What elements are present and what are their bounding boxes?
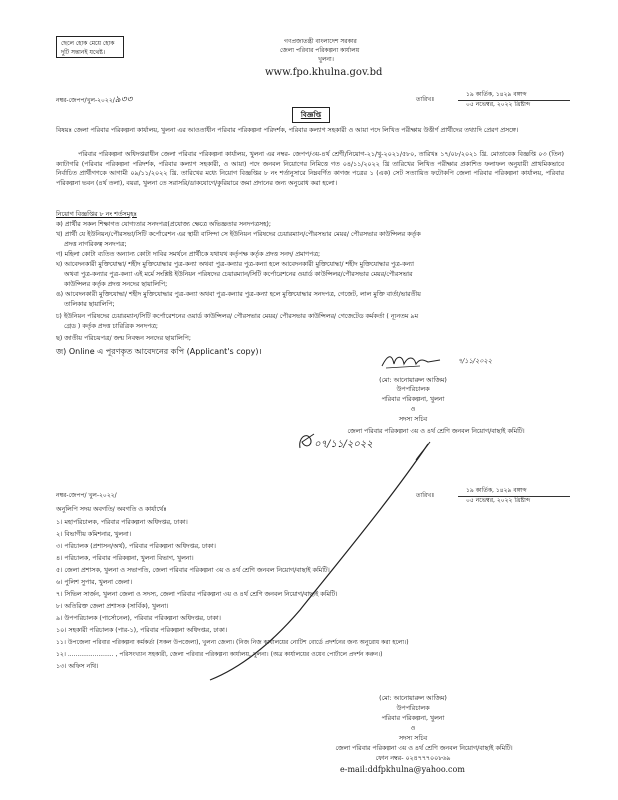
contact-email[interactable]: e-mail:ddfpkhulna@yahoo.com (340, 765, 465, 774)
memo-date-en: ০৫ নভেম্বর, ২০২২ খ্রিষ্টাব্দ (458, 100, 570, 109)
condition-item: ঘ) আবেদনকারী মুক্তিযোদ্ধা/ শহীদ মুক্তিযোদ্ধার পুত্র-কন্যা অথবা পুত্র-কন্যার পুত্র-কন্যা হলে আবেদনকারী মুক্তিযোদ্ধা/ শহীদ মুক্তিযোদ্ধার পুত্র-কন্যা (56, 261, 414, 268)
slogan-box (56, 36, 124, 58)
condition-item: গ) মহিলা কোটা ব্যতিত অন্যান্য কোটা দাবির সমর্থনে প্রার্থীকে যথাযথ কর্তৃপক্ষ কর্তৃক প্রদত্ত সনদ/ প্রমাণপত্র; (56, 251, 321, 258)
body-paragraph: পরিবার পরিকল্পনা অধিদপ্তরাধীন জেলা পরিবার পরিকল্পনা কার্যালয়, খুলনা এর নম্বর- জেপপ/৩য়-৪র্থ শ্রেণী/নিয়োগ-২১/খু-২০২১/৫৮০, তারিখঃ ১৭/০৮/২০২১ খ্রি. মোতাবেক বিজ্ঞপ্তি ০৩ (তিন) ক্যাটাগরি (পরিবার পরিকল্পনা পরিদর্শক, পরিবার কল্যাণ সহকারী, ও আয়া) পদে জনবল নিয়োগের নিমিত্তে গত ০৪/১১/২০২২ খ্রি তারিখের লিখিত পরীক্ষার প্রকাশিত ফলাফল অনুযায়ী প্রাথমিকভাবে নির্বাচিত প্রার্থীগণকে আগামী ০৯/১১/২০২২ খ্রি. তারিখের মধ্যে নিয়োগ বিজ্ঞপ্তির ৮ নং শর্তানুসারে নিম্নবর্ণিত কাগজ পত্রের ১ (এক) সেট সত্যায়িত ফটোকপি জেলা পরিবার পরিকল্পনা কার্যালয়, পরিবার পরিকল্পনা ভবন (৪র্থ তলা), বয়রা, খুলনা তে সরাসরি/ডাকযোগে/কুরিয়ারে জমা প্রদানের জন্য অনুরোধ করা হলো। (56, 151, 564, 187)
condition-item: তালিকার ছায়ালিপি; (64, 301, 115, 308)
signature-scribble-1 (380, 350, 460, 372)
handwritten-date: ০৭/১১/২০২২ (314, 439, 373, 450)
condition-item: ছ) জাতীয় পরিচয়পত্র/ জন্ম নিবন্ধন সনদের ছায়ালিপি; (56, 335, 191, 342)
signer-2-office: পরিবার পরিকল্পনা, খুলনা (381, 715, 445, 722)
condition-item: জ) Online এ পূরণকৃত আবেদনের কপি (Applicant's copy)। (56, 347, 262, 356)
distribution-item: ৭। সিভিল সার্জন, খুলনা জেলা ও সদস্য, জেলা পরিবার পরিকল্পনা ৩য় ও ৪র্থ শ্রেণি জনবল নিয়োগ/বাছাই কমিটি। (56, 591, 338, 598)
signer-1-committee: জেলা পরিবার পরিকল্পনা ৩য় ও ৪র্থ শ্রেণি জনবল নিয়োগ/বাছাই কমিটি। (347, 428, 525, 435)
condition-item: চ) ইউনিয়ন পরিষদের চেয়ারম্যান/সিটি কর্পোরেশনের ওয়ার্ড কাউন্সিলর/ পৌরসভার মেয়র/ পৌরসভার কাউন্সিলর/ গেজেটেড কর্মকর্তা ( ন্যূনতম ৯ম (56, 313, 418, 320)
memo-2-number: নম্বর-জেপপ/ খুল-২০২২/ (56, 492, 117, 499)
govt-name: গণপ্রজাতন্ত্রী বাংলাদেশ সরকার (284, 38, 357, 45)
signature-1-date: ৭/১১/২০২২ (458, 357, 492, 365)
memo-2-date-en: ০৫ নভেম্বর, ২০২২ খ্রিষ্টাব্দ (458, 496, 570, 505)
signer-2-and: ও (410, 725, 416, 732)
signer-1-office: পরিবার পরিকল্পনা, খুলনা (381, 396, 445, 403)
distribution-item: ৮। অতিরিক্ত জেলা প্রশাসক (সার্বিক), খুলনা। (56, 603, 169, 610)
signer-1-designation: উপপরিচালক (396, 386, 430, 393)
condition-item: প্রদত্ত নাগরিকত্ব সনদপত্র; (64, 241, 127, 248)
distribution-item: ১০। সহকারী পরিচালক (পার-১), পরিবার পরিকল্পনা অধিদপ্তর, ঢাকা। (56, 627, 228, 634)
condition-item: গ্রেড ) কর্তৃক প্রদত্ত চারিত্রিক সনদপত্র; (64, 323, 158, 330)
signer-2-committee: জেলা পরিবার পরিকল্পনা ৩য় ও ৪র্থ শ্রেণি জনবল নিয়োগ/বাছাই কমিটি। (335, 745, 513, 752)
signer-1-name: (মো: আনোয়ারুল আজিম) (379, 377, 447, 384)
office-name: জেলা পরিবার পরিকল্পনা কার্যালয় (280, 47, 360, 54)
signer-2-member: সদস্য সচিব (398, 735, 428, 742)
notice-title-text: বিজ্ঞপ্তি (300, 111, 322, 119)
condition-item: কাউন্সিলর কর্তৃক প্রদত্ত সনদের ছায়ালিপি; (64, 281, 168, 288)
slogan-line-1: ছেলে হোক মেয়ে হোক (61, 40, 115, 47)
memo-number (56, 96, 132, 105)
memo-date-label: তারিখঃ (416, 96, 435, 103)
distribution-item: ১। মহাপরিচালক, পরিবার পরিকল্পনা অধিদপ্তর, ঢাকা। (56, 519, 188, 526)
conditions-heading: নিয়োগ বিজ্ঞপ্তির ৮ নং শর্তসমূহঃ (56, 211, 137, 218)
distribution-item: ৪। পরিচালক, পরিবার পরিকল্পনা, খুলনা বিভাগ, খুলনা। (56, 555, 194, 562)
subject-line: বিষয়ঃ জেলা পরিবার পরিকল্পনা কার্যালয়, খুলনা এর আওতাধীন পরিবার পরিকল্পনা পরিদর্শক, পরিবার কল্যাণ সহকারী ও আয়া পদে লিখিত পরীক্ষায় উত্তীর্ণ প্রার্থীদের তথ্যাদি প্রেরণ প্রসঙ্গে। (56, 127, 519, 134)
condition-item: অথবা পুত্র-কন্যার পুত্র-কন্যা এই মর্মে সংশ্লিষ্ট ইউনিয়ন পরিষদের চেয়ারম্যান/সিটি কর্পোরেশনের ওয়ার্ড কাউন্সিলর/পৌরসভার মেয়র/পৌরসভার (64, 271, 413, 278)
distribution-item: ৯। উপপরিচালক (পার্সোনেল), পরিবার পরিকল্পনা অধিদপ্তর, ঢাকা। (56, 615, 221, 622)
signer-1-and: ও (410, 406, 416, 413)
distribution-item: ১১। উপজেলা পরিবার পরিকল্পনা কর্মকর্তা (সকল উপজেলা), খুলনা জেলা। (নিজ নিজ কার্যালয়ের নোটিশ বোর্ডে প্রদর্শনের জন্য অনুরোধ করা হলো।) (56, 639, 409, 646)
signer-2-designation: উপপরিচালক (396, 705, 430, 712)
distribution-item: ১২। ........................ , পরিসংখ্যান সহকারী, জেলা পরিবার পরিকল্পনা কার্যালয়, খুলনা। (অত্র কার্যালয়ের ওয়েব পোর্টালে প্রদর্শন করুন।) (56, 651, 383, 658)
memo-2-date-bn: ১৯ কার্তিক, ১৪২৯ বঙ্গাব্দ (466, 487, 527, 494)
website-link[interactable]: www.fpo.khulna.gov.bd (265, 67, 383, 78)
distribution-item: ৬। পুলিশ সুপার, খুলনা জেলা। (56, 579, 132, 586)
distribution-item: ২। বিভাগীয় কমিশনার, খুলনা। (56, 531, 131, 538)
office-city: খুলনা। (318, 56, 334, 63)
signer-2-name: (মো: আনোয়ারুল আজিম) (379, 695, 447, 702)
memo-date-bn: ১৯ কার্তিক, ১৪২৯ বঙ্গাব্দ (466, 91, 527, 98)
memo-number-handwritten: ৯৩৩ (114, 95, 133, 105)
condition-item: খ) প্রার্থী যে ইউনিয়ন/পৌরসভা/সিটি কর্পোরেশন এর স্থায়ী বাসিন্দা সে ইউনিয়ন পরিষদের চেয়ারম্যান/পৌরসভার মেয়র/ পৌরসভার কাউন্সিলর কর্তৃক (56, 231, 421, 238)
condition-item: ক) প্রার্থীর সকল শিক্ষাগত যোগ্যতার সনদপত্র(প্রযোজ্য ক্ষেত্রে অভিজ্ঞতার সনদপত্রসহ); (56, 221, 271, 228)
notice-title (292, 107, 330, 123)
slogan-line-2: দুটি সন্তানই যথেষ্ট। (61, 49, 105, 56)
signature-stroke (180, 440, 440, 700)
signer-2-phone: ফোন নম্বর- ০২৪৭৭৭০০৮৬৯ (375, 755, 451, 762)
distribution-item: ৫। জেলা প্রশাসক, খুলনা ও সভাপতি, জেলা পরিবার পরিকল্পনা ৩য় ও ৪র্থ শ্রেণি জনবল নিয়োগ/বাছাই কমিটি। (56, 567, 330, 574)
memo-2-date-label: তারিখঃ (416, 492, 435, 499)
condition-item: ঙ) আবেদনকারী মুক্তিযোদ্ধা/ শহীদ মুক্তিযোদ্ধার পুত্র-কন্যা অথবা পুত্র-কন্যার পুত্র-কন্যা হলে মুক্তিযোদ্ধার সনদপত্র, গেজেট, লাল মুক্তি বার্তা/ভারতীয় (56, 291, 421, 298)
distribution-item: ৩। পরিচালক (প্রশাসন/অর্থ), পরিবার পরিকল্পনা অধিদপ্তর, ঢাকা। (56, 543, 216, 550)
signer-1-member: সদস্য সচিব (398, 416, 428, 423)
memo-number-text: নম্বর-জেপপ/খুল-২০২২/ (56, 97, 115, 104)
distribution-item: ১৩। অফিস নথি। (56, 663, 99, 670)
copy-heading: অনুলিপি সদয় অবগতি/ অবগতি ও কার্যার্থেঃ (56, 506, 167, 513)
